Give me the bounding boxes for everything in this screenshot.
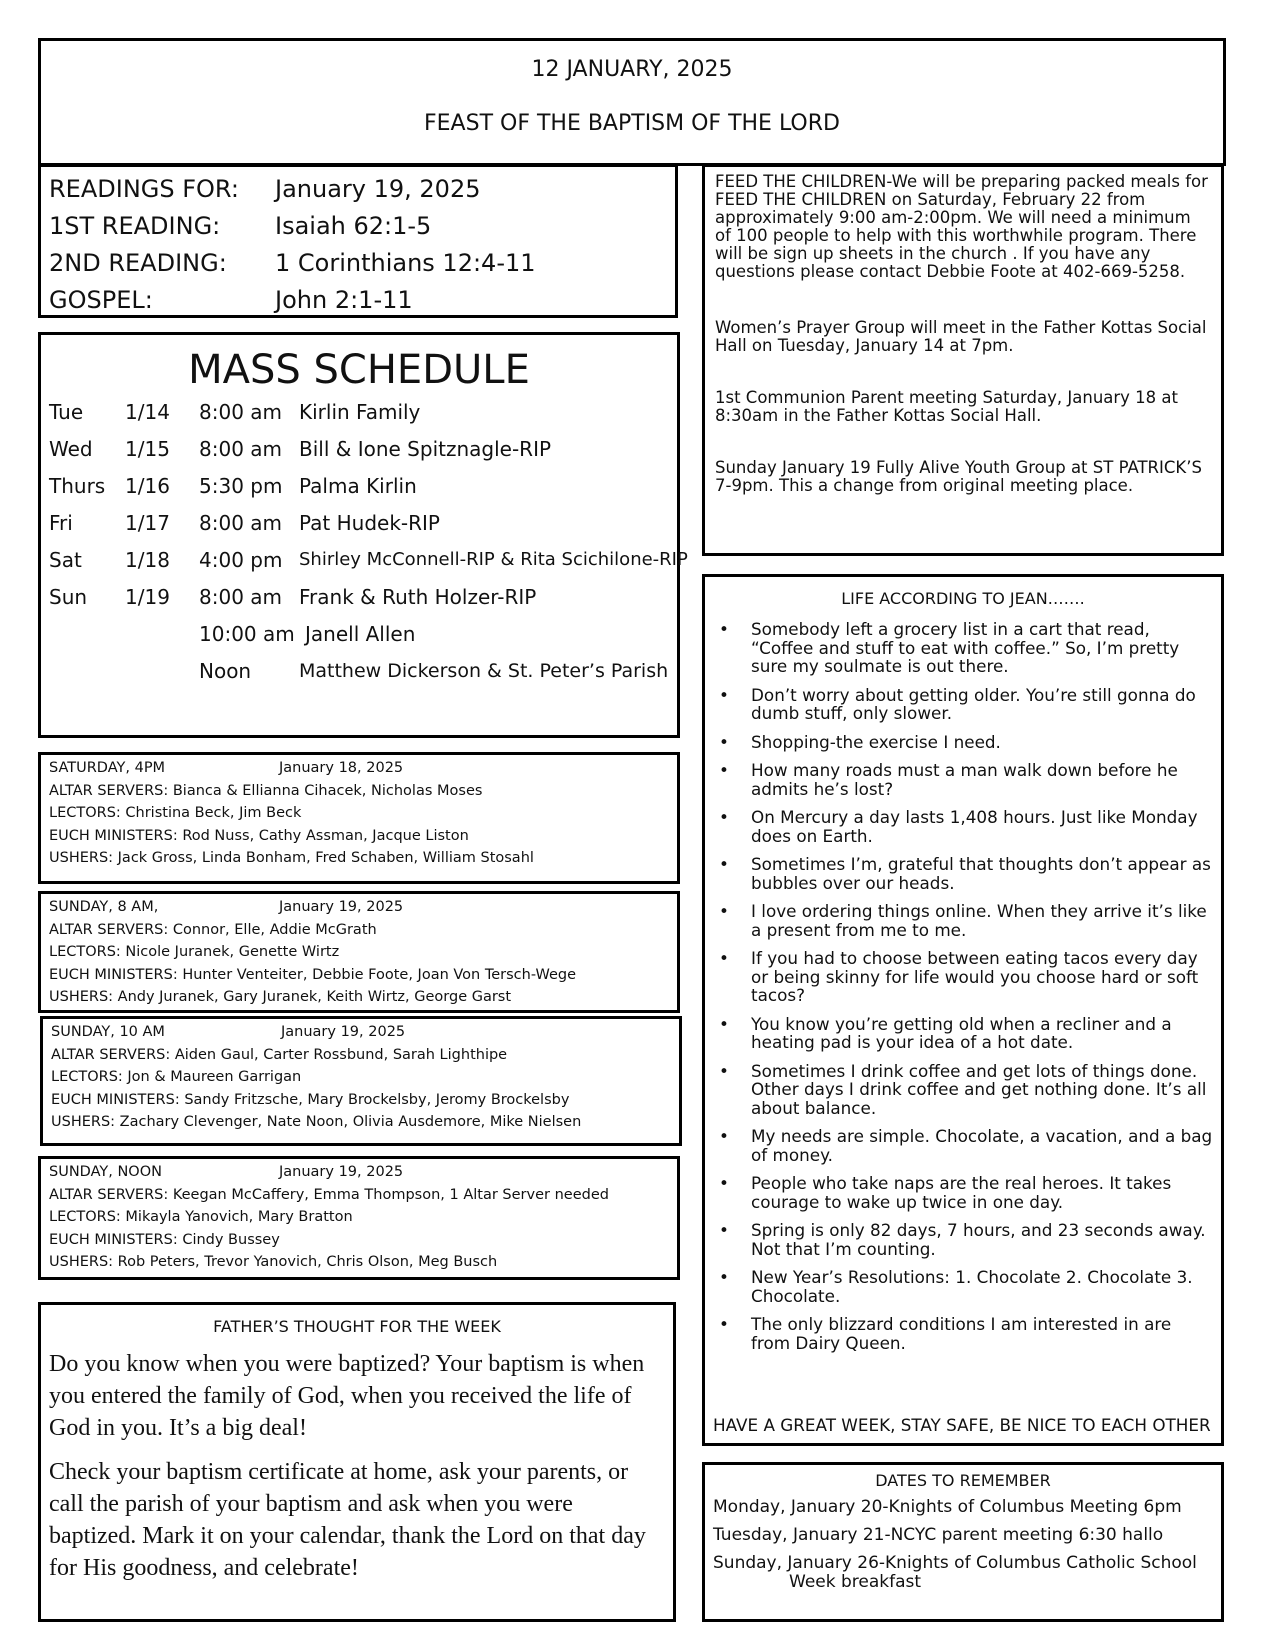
announcements-box [702,164,1224,556]
lectors-line: LECTORS: Jon & Maureen Garrigan [51,1069,302,1085]
list-item [713,1221,1213,1258]
ushers-line: USHERS: Zachary Clevenger, Nate Noon, Olivia Ausdemore, Mike Nielsen [51,1114,582,1130]
reading-label: 2ND READING: [49,249,227,277]
mass-intention: Janell Allen [305,622,416,646]
joke-text: You know you’re getting old when a recliner and a heating pad is your idea of a hot date. [751,1013,1172,1052]
altar-servers-line: ALTAR SERVERS: Connor, Elle, Addie McGrath [49,921,377,938]
mass-intention: Kirlin Family [299,400,421,424]
fathers-thought-paragraph-1: Do you know when you were baptized? Your baptism is when you entered the family of God, when you received the life of God in you. It’s a big deal! [49,1351,645,1441]
mass-date-label: January 18, 2025 [279,760,404,776]
reading-value: 1 Corinthians 12:4-11 [275,249,536,277]
fathers-thought-title: FATHER’S THOUGHT FOR THE WEEK [213,1317,501,1336]
mass-label: SUNDAY, NOON [49,1164,162,1180]
ministers-box-sun-10am [40,1016,682,1146]
date-item: Tuesday, January 21-NCYC parent meeting 6:30 hallo [713,1525,1164,1545]
joke-text: The only blizzard conditions I am interested in are from Dairy Queen. [751,1314,1172,1353]
mass-date: 1/18 [125,548,170,572]
readings-box [38,164,678,318]
list-item [713,620,1213,676]
date-item: Monday, January 20-Knights of Columbus Meeting 6pm [713,1497,1182,1517]
jean-footer: HAVE A GREAT WEEK, STAY SAFE, BE NICE TO EACH OTHER [713,1415,1211,1435]
ushers-line: USHERS: Andy Juranek, Gary Juranek, Keith Wirtz, George Garst [49,989,512,1005]
joke-text: How many roads must a man walk down before he admits he’s lost? [751,760,1178,799]
joke-text: Spring is only 82 days, 7 hours, and 23 seconds away. Not that I’m counting. [751,1220,1206,1259]
mass-schedule-box [38,332,688,738]
joke-text: On Mercury a day lasts 1,408 hours. Just like Monday does on Earth. [751,807,1198,846]
joke-text: If you had to choose between eating tacos every day or being skinny for life would you choose hard or soft tacos? [751,948,1199,1005]
reading-value: Isaiah 62:1-5 [275,212,432,240]
date-item-line: Sunday, January 26-Knights of Columbus Catholic School [713,1553,1197,1573]
mass-day: Sun [49,585,88,609]
readings-row [49,208,667,245]
bullet-icon: • [719,901,729,921]
lectors-line: LECTORS: Christina Beck, Jim Beck [49,805,302,821]
list-item [713,902,1213,939]
reading-value: John 2:1-11 [275,286,413,314]
mass-time: Noon [199,659,252,683]
mass-schedule-title: MASS SCHEDULE [188,347,530,393]
list-item [713,1015,1213,1052]
mass-intention: Matthew Dickerson & St. Peter’s Parish [299,660,669,682]
list-item [713,1268,1213,1305]
announcement-first-communion: 1st Communion Parent meeting Saturday, January 18 at 8:30am in the Father Kottas Social Hall. [715,388,1178,425]
announcement-feed-the-children: FEED THE CHILDREN-We will be preparing packed meals for FEED THE CHILDREN on Saturday, February 22 from approximately 9:00 am-2:00pm. We will need a minimum of 100 people to help with this worthwhile program. There will be sign up sheets in the church . If you have any questions please contact Debbie Foote at 402-669-5258. [715,172,1208,281]
mass-date: 1/16 [125,474,170,498]
bullet-icon: • [719,1173,729,1193]
list-item [713,1174,1213,1211]
list-item [713,761,1213,798]
bullet-icon: • [719,1220,729,1240]
mass-time: 4:00 pm [199,548,283,572]
mass-time: 8:00 am [199,400,283,424]
bullet-icon: • [719,760,729,780]
mass-intention: Pat Hudek-RIP [299,511,440,535]
joke-text: Don’t worry about getting older. You’re still gonna do dumb stuff, only slower. [751,684,1196,723]
announcement-womens-prayer: Women’s Prayer Group will meet in the Father Kottas Social Hall on Tuesday, January 14 at 7pm. [715,318,1207,355]
lectors-line: LECTORS: Nicole Juranek, Genette Wirtz [49,944,340,960]
jokes-list [713,620,1213,1352]
list-item [713,686,1213,723]
reading-label: GOSPEL: [49,286,153,314]
mass-day: Tue [49,400,84,424]
bullet-icon: • [719,619,729,639]
list-item [713,1062,1213,1118]
list-item [713,855,1213,892]
bullet-icon: • [719,684,729,705]
bullet-icon: • [719,1126,729,1146]
mass-day: Fri [49,511,73,535]
joke-text: New Year’s Resolutions: 1. Chocolate 2. Chocolate 3. Chocolate. [751,1267,1193,1306]
reading-label: READINGS FOR: [49,175,239,203]
readings-row [49,171,667,208]
joke-text: Sometimes I drink coffee and get lots of things done. Other days I drink coffee and get nothing done. It’s all about balance. [751,1060,1207,1118]
mass-time: 8:00 am [199,511,283,535]
list-item [713,733,1213,752]
fathers-thought-paragraph-2: Check your baptism certificate at home, ask your parents, or call the parish of your baptism and ask when you were baptized. Mark it on your calendar, thank the Lord on that day for His goodness, and celebrate! [49,1459,646,1581]
mass-date: 1/15 [125,437,170,461]
ministers-heading [49,896,669,919]
mass-date: 1/19 [125,585,170,609]
reading-label: 1ST READING: [49,212,221,240]
list-item [713,1315,1213,1352]
readings-row [49,245,667,282]
ushers-line: USHERS: Rob Peters, Trevor Yanovich, Chris Olson, Meg Busch [49,1254,498,1270]
date-item-line-continued: Week breakfast [789,1572,922,1592]
bullet-icon: • [719,731,729,752]
jean-title: LIFE ACCORDING TO JEAN……. [841,589,1085,608]
joke-text: My needs are simple. Chocolate, a vacation, and a bag of money. [751,1126,1213,1165]
bulletin-header [38,38,1226,166]
mass-day: Sat [49,548,82,572]
bullet-icon: • [719,807,729,827]
ushers-line: USHERS: Jack Gross, Linda Bonham, Fred Schaben, William Stosahl [49,850,534,866]
mass-intention: Frank & Ruth Holzer-RIP [299,585,537,609]
bulletin-date: 12 JANUARY, 2025 [531,57,733,82]
euch-ministers-line: EUCH MINISTERS: Hunter Venteiter, Debbie Foote, Joan Von Tersch-Wege [49,966,577,983]
dates-title: DATES TO REMEMBER [875,1471,1051,1490]
fathers-thought-box [38,1302,676,1622]
mass-label: SUNDAY, 10 AM [51,1024,165,1040]
ministers-box-sun-8am [38,891,680,1013]
bullet-icon: • [719,854,729,874]
ministers-heading [49,757,669,780]
joke-text: Somebody left a grocery list in a cart that read, “Coffee and stuff to eat with coffee.” So, I’m pretty sure my soulmate is out there. [751,619,1180,676]
mass-time: 8:00 am [199,437,283,461]
bullet-icon: • [719,1267,729,1287]
life-according-to-jean-box [702,574,1224,1446]
altar-servers-line: ALTAR SERVERS: Keegan McCaffery, Emma Thompson, 1 Altar Server needed [49,1186,609,1203]
joke-text: People who take naps are the real heroes. It takes courage to wake up twice in one day. [751,1173,1172,1212]
euch-ministers-line: EUCH MINISTERS: Cindy Bussey [49,1231,280,1248]
mass-intention: Bill & Ione Spitznagle-RIP [299,437,552,461]
mass-date: 1/17 [125,511,170,535]
list-item [713,949,1213,1005]
dates-to-remember-box [702,1462,1224,1622]
joke-text: Shopping-the exercise I need. [751,731,1001,752]
list-item [713,808,1213,845]
mass-intention: Palma Kirlin [299,474,417,498]
mass-date-label: January 19, 2025 [281,1024,406,1040]
bullet-icon: • [719,1013,729,1034]
mass-label: SATURDAY, 4PM [49,760,166,776]
mass-time: 5:30 pm [199,474,283,498]
euch-ministers-line: EUCH MINISTERS: Sandy Fritzsche, Mary Brockelsby, Jeromy Brockelsby [51,1091,570,1108]
mass-day: Wed [49,437,93,461]
ministers-heading [51,1021,671,1044]
mass-label: SUNDAY, 8 AM, [49,899,159,915]
bullet-icon: • [719,948,729,968]
list-item [713,1127,1213,1164]
euch-ministers-line: EUCH MINISTERS: Rod Nuss, Cathy Assman, Jacque Liston [49,827,469,844]
mass-date-label: January 19, 2025 [279,899,404,915]
altar-servers-line: ALTAR SERVERS: Aiden Gaul, Carter Rossbund, Sarah Lighthipe [51,1046,508,1063]
bullet-icon: • [719,1314,729,1334]
mass-time: 10:00 am [199,622,295,646]
joke-text: I love ordering things online. When they arrive it’s like a present from me to me. [751,901,1207,940]
mass-intention: Shirley McConnell-RIP & Rita Scichilone-RIP [299,549,688,570]
readings-row [49,282,667,319]
mass-day: Thurs [49,474,106,498]
feast-title: FEAST OF THE BAPTISM OF THE LORD [424,111,840,136]
bullet-icon: • [719,1060,729,1081]
joke-text: Sometimes I’m, grateful that thoughts don’t appear as bubbles over our heads. [751,854,1211,893]
mass-date: 1/14 [125,400,170,424]
ministers-box-sat-4pm [38,752,680,884]
lectors-line: LECTORS: Mikayla Yanovich, Mary Bratton [49,1209,353,1225]
altar-servers-line: ALTAR SERVERS: Bianca & Ellianna Cihacek, Nicholas Moses [49,782,483,799]
ministers-box-sun-noon [38,1156,680,1280]
ministers-heading [49,1161,669,1184]
reading-value: January 19, 2025 [275,175,481,203]
date-item [713,1554,1213,1592]
mass-time: 8:00 am [199,585,283,609]
announcement-youth-group: Sunday January 19 Fully Alive Youth Group at ST PATRICK’S 7-9pm. This a change from original meeting place. [715,458,1202,495]
mass-date-label: January 19, 2025 [279,1164,404,1180]
